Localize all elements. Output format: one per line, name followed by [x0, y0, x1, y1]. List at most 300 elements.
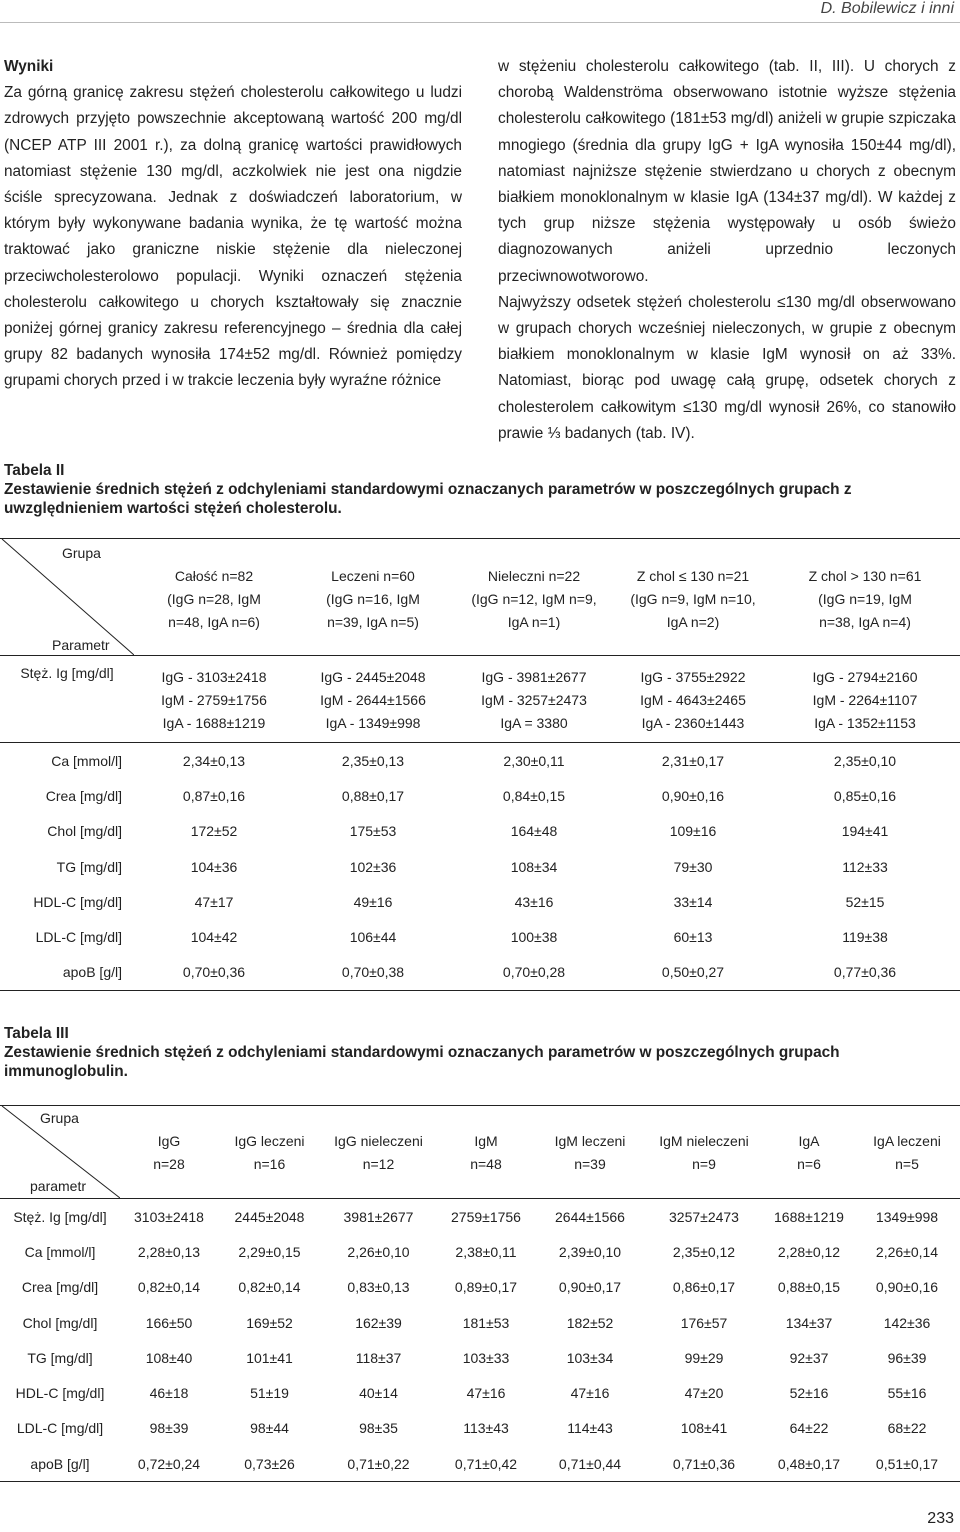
cell-line: IgM - 3257±2473: [481, 692, 587, 708]
cell-value: 46±18: [149, 1385, 189, 1402]
table3-cell: [854, 1411, 960, 1446]
column-header-line: Z chol ≤ 130 n=21: [636, 568, 750, 584]
table2: [0, 538, 960, 991]
cell-line: IgG - 2445±2048: [320, 669, 426, 685]
cell-value: 47±17: [194, 893, 234, 910]
row-label-text: Ca [mmol/l]: [24, 1243, 96, 1260]
table2-cell: [452, 884, 616, 919]
cell-value: 98±39: [149, 1420, 189, 1437]
column-header-line: IgA: [798, 1133, 820, 1149]
cell-value: 0,73±26: [244, 1455, 295, 1472]
table3-cell: [321, 1270, 436, 1305]
cell-value: 2,26±0,10: [347, 1243, 410, 1260]
table3-cell: [854, 1446, 960, 1482]
table2-cell: [294, 919, 452, 954]
table3-cell: [436, 1199, 536, 1235]
table3-cell: [764, 1234, 854, 1269]
cell-line: IgA - 1352±1153: [814, 715, 916, 731]
table2-cell: [616, 849, 770, 884]
table3-cell: [644, 1446, 764, 1482]
page-number: 233: [927, 1510, 954, 1527]
table3-row: [0, 1270, 960, 1305]
cell-value: 0,71±0,44: [558, 1455, 622, 1472]
table3-cell: [536, 1270, 644, 1305]
table2-cell: [770, 955, 960, 991]
cell-value: 49±16: [353, 893, 393, 910]
row-label-text: LDL-C [mg/dl]: [35, 929, 122, 946]
table3-cell: [120, 1234, 218, 1269]
table2-row: [0, 955, 960, 991]
table3-cell: [536, 1446, 644, 1482]
table3-header-row: [0, 1106, 960, 1199]
table3-cell: [120, 1270, 218, 1305]
table3-cell: [854, 1305, 960, 1340]
table3-row: [0, 1234, 960, 1269]
cell-value: 119±38: [842, 929, 888, 946]
cell-value: 1349±998: [875, 1208, 939, 1225]
table2-cell: [294, 955, 452, 991]
column-header-line: (IgG n=28, IgM: [167, 591, 261, 607]
table2-cell: [134, 849, 294, 884]
cell-line: IgG - 2794±2160: [812, 669, 918, 685]
table3-cell: [644, 1411, 764, 1446]
table3-row: [0, 1305, 960, 1340]
table3-cell: [321, 1340, 436, 1375]
table3-row: [0, 1340, 960, 1375]
table2-row: [0, 919, 960, 954]
column-header-line: IgM leczeni: [554, 1133, 626, 1149]
table3-cell: [218, 1305, 321, 1340]
column-header-line: n=39, IgA n=5): [327, 614, 419, 630]
table2-cell: [616, 919, 770, 954]
row-label: [0, 1270, 120, 1305]
section-heading: Wyniki: [4, 58, 54, 75]
cell-line: IgA - 1349±998: [325, 715, 421, 731]
column-header-line: n=16: [253, 1156, 286, 1172]
table3-cell: [321, 1411, 436, 1446]
row-label-text: HDL-C [mg/dl]: [33, 893, 122, 910]
row-label: [0, 1411, 120, 1446]
corner-label-top: Grupa: [62, 545, 101, 561]
cell-line: IgM - 2759±1756: [161, 692, 267, 708]
table2-cell: [452, 656, 616, 743]
table3-cell: [321, 1234, 436, 1269]
column-header-line: Całość n=82: [174, 568, 254, 584]
column-header-line: (IgG n=16, IgM: [326, 591, 420, 607]
table2-cell: [770, 919, 960, 954]
row-label-text: Chol [mg/dl]: [47, 823, 122, 840]
cell-value: 2759±1756: [451, 1208, 521, 1225]
table3-cell: [436, 1375, 536, 1410]
table3-cell: [854, 1375, 960, 1410]
cell-value: 101±41: [246, 1349, 293, 1366]
table3-column-header: [536, 1106, 644, 1199]
cell-value: 2,26±0,14: [875, 1243, 939, 1260]
row-label: [0, 1375, 120, 1410]
corner-label-top: Grupa: [40, 1110, 79, 1126]
row-label: [0, 919, 134, 954]
table2-cell: [294, 656, 452, 743]
table2-cell: [452, 919, 616, 954]
table3-row: [0, 1411, 960, 1446]
table2-cell: [616, 884, 770, 919]
cell-line: IgA - 2360±1443: [641, 715, 745, 731]
cell-value: 0,77±0,36: [833, 964, 897, 981]
cell-value: 0,90±0,16: [661, 787, 725, 804]
table2-cell: [134, 814, 294, 849]
table3-column-header: [218, 1106, 321, 1199]
cell-value: 142±36: [883, 1314, 931, 1331]
table3-column-header: [321, 1106, 436, 1199]
table2-cell: [770, 849, 960, 884]
table3-cell: [120, 1305, 218, 1340]
row-label: [0, 849, 134, 884]
cell-value: 64±22: [789, 1420, 829, 1437]
column-header-line: Leczeni n=60: [331, 568, 415, 584]
row-label-text: Stęż. Ig [mg/dl]: [20, 665, 114, 681]
row-label: [0, 778, 134, 813]
cell-value: 0,88±0,15: [777, 1279, 841, 1296]
cell-value: 2644±1566: [555, 1208, 625, 1225]
paragraph: w stężeniu cholesterolu całkowitego (tab. II, III). U chorych z chorobą Waldenströma obserwowano istotnie wyższe stężenia cholesterolu całkowitego (181±53 mg/dl) aniżeli w grupie szpiczaka mnogiego (średnia dla grupy IgG + IgA wynosiła 150±44 mg/dl), natomiast najniższe stężenie stwierdzano u chorych z obecnym białkiem monoklonalnym w klasie IgA (134±37 mg/dl). W każdej z tych grup niższe stężenia występowały u osób świeżo diagnozowanych aniżeli uprzednio leczonych przeciwnowotworowo.: [498, 58, 956, 285]
table3-cell: [120, 1411, 218, 1446]
table2-column-header: [452, 539, 616, 656]
cell-value: 52±15: [845, 893, 885, 910]
table3-cell: [764, 1199, 854, 1235]
table2-cell: [452, 955, 616, 991]
table3-cell: [436, 1270, 536, 1305]
table3-cell: [536, 1234, 644, 1269]
column-header-line: n=5: [895, 1156, 919, 1172]
row-label-text: Crea [mg/dl]: [45, 787, 122, 804]
table3-cell: [536, 1340, 644, 1375]
table3-cell: [854, 1340, 960, 1375]
row-label-text: Stęż. Ig [mg/dl]: [13, 1208, 107, 1225]
table3-cell: [644, 1270, 764, 1305]
table3-cell: [764, 1446, 854, 1482]
table3-cell: [120, 1446, 218, 1482]
column-header-line: (IgG n=12, IgM n=9,: [471, 591, 597, 607]
row-label-text: TG [mg/dl]: [27, 1349, 93, 1366]
cell-line: IgM - 2644±1566: [320, 692, 426, 708]
row-label-text: apoB [g/l]: [30, 1455, 90, 1472]
column-header-line: IgM nieleczeni: [659, 1133, 749, 1149]
table2-column-header: [134, 539, 294, 656]
table2-column-header: [616, 539, 770, 656]
cell-value: 43±16: [514, 893, 554, 910]
table3-cell: [644, 1340, 764, 1375]
table3-label: Tabela III: [4, 1025, 69, 1042]
row-label: [0, 955, 134, 991]
column-header-line: n=38, IgA n=4): [819, 614, 911, 630]
table3-cell: [536, 1375, 644, 1410]
cell-value: 0,82±0,14: [137, 1279, 201, 1296]
cell-value: 112±33: [842, 858, 888, 875]
cell-value: 99±29: [684, 1349, 724, 1366]
cell-value: 114±43: [567, 1420, 613, 1437]
cell-value: 103±33: [462, 1349, 510, 1366]
column-header-line: n=28: [153, 1156, 185, 1172]
row-label-text: apoB [g/l]: [62, 964, 122, 981]
cell-value: 104±42: [190, 929, 238, 946]
table3-column-header: [644, 1106, 764, 1199]
table3-column-header: [854, 1106, 960, 1199]
table2-caption: [4, 461, 960, 518]
table3-cell: [764, 1375, 854, 1410]
table3-cell: [120, 1375, 218, 1410]
table3-row: [0, 1199, 960, 1235]
table2-cell: [294, 743, 452, 779]
cell-value: 113±43: [463, 1420, 509, 1437]
table3-column-header: [436, 1106, 536, 1199]
cell-line: IgG - 3981±2677: [481, 669, 587, 685]
table3-cell: [436, 1234, 536, 1269]
cell-value: 68±22: [887, 1420, 927, 1437]
cell-value: 0,51±0,17: [875, 1455, 939, 1472]
table3-cell: [218, 1446, 321, 1482]
row-label: [0, 884, 134, 919]
table2-cell: [294, 814, 452, 849]
column-header-line: (IgG n=19, IgM: [818, 591, 912, 607]
row-label: [0, 743, 134, 779]
row-label-text: TG [mg/dl]: [56, 858, 122, 875]
table3-cell: [644, 1305, 764, 1340]
row-label: [0, 1234, 120, 1269]
table2-cell: [134, 955, 294, 991]
cell-value: 96±39: [887, 1349, 927, 1366]
table2-cell: [616, 656, 770, 743]
table3-cell: [536, 1411, 644, 1446]
cell-value: 175±53: [349, 823, 397, 840]
table2-cell: [616, 955, 770, 991]
cell-value: 0,90±0,16: [875, 1279, 939, 1296]
table3-cell: [120, 1199, 218, 1235]
cell-value: 100±38: [510, 929, 558, 946]
cell-value: 0,88±0,17: [341, 787, 405, 804]
table3-cell: [321, 1199, 436, 1235]
row-label-text: Crea [mg/dl]: [21, 1279, 99, 1296]
cell-value: 3103±2418: [134, 1208, 204, 1225]
table3-corner-cell: [0, 1106, 120, 1199]
cell-value: 33±14: [673, 893, 713, 910]
cell-value: 0,70±0,28: [502, 964, 566, 981]
cell-value: 0,90±0,17: [558, 1279, 622, 1296]
cell-value: 104±36: [190, 858, 238, 875]
cell-value: 0,50±0,27: [661, 964, 725, 981]
table2-cell: [294, 778, 452, 813]
cell-value: 0,72±0,24: [137, 1455, 201, 1472]
table3-cell: [218, 1375, 321, 1410]
column-header-line: (IgG n=9, IgM n=10,: [630, 591, 756, 607]
table3-cell: [218, 1411, 321, 1446]
cell-value: 2,31±0,17: [661, 752, 725, 769]
table2-cell: [134, 919, 294, 954]
cell-value: 2445±2048: [234, 1208, 305, 1225]
cell-value: 102±36: [349, 858, 397, 875]
table3-cell: [854, 1270, 960, 1305]
table3-cell: [764, 1411, 854, 1446]
cell-value: 1688±1219: [774, 1208, 844, 1225]
table2-cell: [134, 743, 294, 779]
column-header-line: Nieleczni n=22: [487, 568, 581, 584]
cell-value: 2,29±0,15: [238, 1243, 301, 1260]
cell-value: 3981±2677: [343, 1208, 414, 1225]
table3-cell: [218, 1199, 321, 1235]
column-header-line: Z chol > 130 n=61: [808, 568, 922, 584]
row-label: [0, 656, 134, 743]
cell-value: 0,84±0,15: [502, 787, 566, 804]
table2-cell: [452, 743, 616, 779]
table3-cell: [854, 1234, 960, 1269]
table2-row: [0, 656, 960, 743]
table3: [0, 1105, 960, 1482]
column-header-line: n=48: [470, 1156, 502, 1172]
cell-value: 106±44: [349, 929, 397, 946]
table3-cell: [536, 1305, 644, 1340]
cell-value: 3257±2473: [669, 1208, 739, 1225]
table3-cell: [764, 1340, 854, 1375]
column-header-line: IgG leczeni: [234, 1133, 305, 1149]
cell-value: 109±16: [669, 823, 717, 840]
cell-value: 194±41: [841, 823, 889, 840]
table2-cell: [294, 849, 452, 884]
row-label: [0, 1340, 120, 1375]
row-label: [0, 814, 134, 849]
cell-value: 0,71±0,36: [672, 1455, 736, 1472]
column-header-line: IgA n=1): [507, 614, 561, 630]
cell-value: 0,87±0,16: [182, 787, 246, 804]
cell-value: 162±39: [355, 1314, 402, 1331]
table3-cell: [120, 1340, 218, 1375]
cell-value: 2,35±0,12: [672, 1243, 736, 1260]
table3-row: [0, 1446, 960, 1482]
table3-cell: [436, 1340, 536, 1375]
header-rule: [0, 22, 960, 23]
table2-cell: [134, 656, 294, 743]
table2-row: [0, 743, 960, 779]
corner-label-bottom: parametr: [30, 1178, 87, 1194]
table2-row: [0, 814, 960, 849]
cell-line: IgA - 1688±1219: [162, 715, 266, 731]
table2-cell: [134, 884, 294, 919]
row-label-text: Ca [mmol/l]: [51, 752, 122, 769]
cell-value: 2,28±0,12: [777, 1243, 841, 1260]
table3-cell: [536, 1199, 644, 1235]
cell-value: 0,70±0,38: [341, 964, 405, 981]
row-label: [0, 1446, 120, 1482]
cell-value: 164±48: [510, 823, 558, 840]
cell-line: IgM - 4643±2465: [640, 692, 746, 708]
cell-value: 98±35: [359, 1420, 398, 1437]
column-header-line: n=6: [797, 1156, 821, 1172]
column-header-line: IgA n=2): [666, 614, 720, 630]
cell-value: 108±41: [680, 1420, 728, 1437]
cell-line: IgM - 2264±1107: [812, 692, 918, 708]
table2-cell: [770, 814, 960, 849]
table3-column-header: [120, 1106, 218, 1199]
column-header-line: n=12: [362, 1156, 395, 1172]
cell-value: 169±52: [246, 1314, 293, 1331]
table3-cell: [854, 1199, 960, 1235]
table3-cell: [764, 1270, 854, 1305]
table3-cell: [644, 1234, 764, 1269]
table2-cell: [294, 884, 452, 919]
table2-label: Tabela II: [4, 462, 65, 479]
cell-value: 108±34: [510, 858, 558, 875]
column-header-line: n=9: [692, 1156, 716, 1172]
left-column: [4, 54, 462, 395]
cell-line: IgG - 3103±2418: [161, 669, 267, 685]
table2-row: [0, 884, 960, 919]
table2-cell: [770, 778, 960, 813]
cell-value: 98±44: [250, 1420, 289, 1437]
table2-cell: [616, 814, 770, 849]
table3-cell: [644, 1199, 764, 1235]
cell-value: 0,48±0,17: [777, 1455, 841, 1472]
cell-value: 0,83±0,13: [347, 1279, 410, 1296]
table2-cell: [452, 814, 616, 849]
column-header-line: IgG: [157, 1133, 181, 1149]
cell-value: 118±37: [355, 1349, 402, 1366]
cell-line: IgA = 3380: [500, 715, 568, 731]
table3-cell: [218, 1270, 321, 1305]
cell-value: 2,35±0,10: [833, 752, 897, 769]
table3-cell: [436, 1305, 536, 1340]
cell-value: 79±30: [673, 858, 713, 875]
table3-column-header: [764, 1106, 854, 1199]
cell-value: 47±16: [466, 1385, 506, 1402]
column-header-line: n=39: [574, 1156, 606, 1172]
table3-cell: [321, 1446, 436, 1482]
cell-value: 0,86±0,17: [672, 1279, 736, 1296]
cell-value: 47±16: [570, 1385, 610, 1402]
table2-cell: [452, 849, 616, 884]
cell-line: IgG - 3755±2922: [640, 669, 746, 685]
cell-value: 52±16: [789, 1385, 829, 1402]
table3-row: [0, 1375, 960, 1410]
row-label-text: HDL-C [mg/dl]: [15, 1385, 105, 1402]
table2-cell: [452, 778, 616, 813]
table2-row: [0, 849, 960, 884]
cell-value: 2,38±0,11: [455, 1243, 517, 1260]
running-title: D. Bobilewicz i inni: [820, 0, 954, 17]
table2-cell: [616, 778, 770, 813]
column-header-line: IgA leczeni: [873, 1133, 941, 1149]
cell-value: 2,30±0,11: [503, 752, 565, 769]
cell-value: 0,70±0,36: [182, 964, 246, 981]
cell-value: 176±57: [680, 1314, 728, 1331]
table2-column-header: [770, 539, 960, 656]
table2-header-row: [0, 539, 960, 656]
row-label-text: LDL-C [mg/dl]: [16, 1420, 104, 1437]
cell-value: 0,89±0,17: [454, 1279, 518, 1296]
cell-value: 2,28±0,13: [137, 1243, 201, 1260]
table2-row: [0, 778, 960, 813]
table2-cell: [770, 884, 960, 919]
row-label-text: Chol [mg/dl]: [22, 1314, 98, 1331]
cell-value: 92±37: [789, 1349, 829, 1366]
cell-value: 2,35±0,13: [341, 752, 405, 769]
column-header-line: n=48, IgA n=6): [168, 614, 260, 630]
column-header-line: IgG nieleczeni: [334, 1133, 423, 1149]
row-label: [0, 1199, 120, 1235]
cell-value: 166±50: [145, 1314, 193, 1331]
cell-value: 0,85±0,16: [833, 787, 897, 804]
table2-title: Zestawienie średnich stężeń z odchyleniami standardowymi oznaczanych parametrów w poszczególnych grupach z uwzględnieniem wartości stężeń cholesterolu.: [4, 481, 852, 517]
cell-value: 47±20: [684, 1385, 724, 1402]
cell-value: 108±40: [145, 1349, 193, 1366]
table2-cell: [770, 743, 960, 779]
